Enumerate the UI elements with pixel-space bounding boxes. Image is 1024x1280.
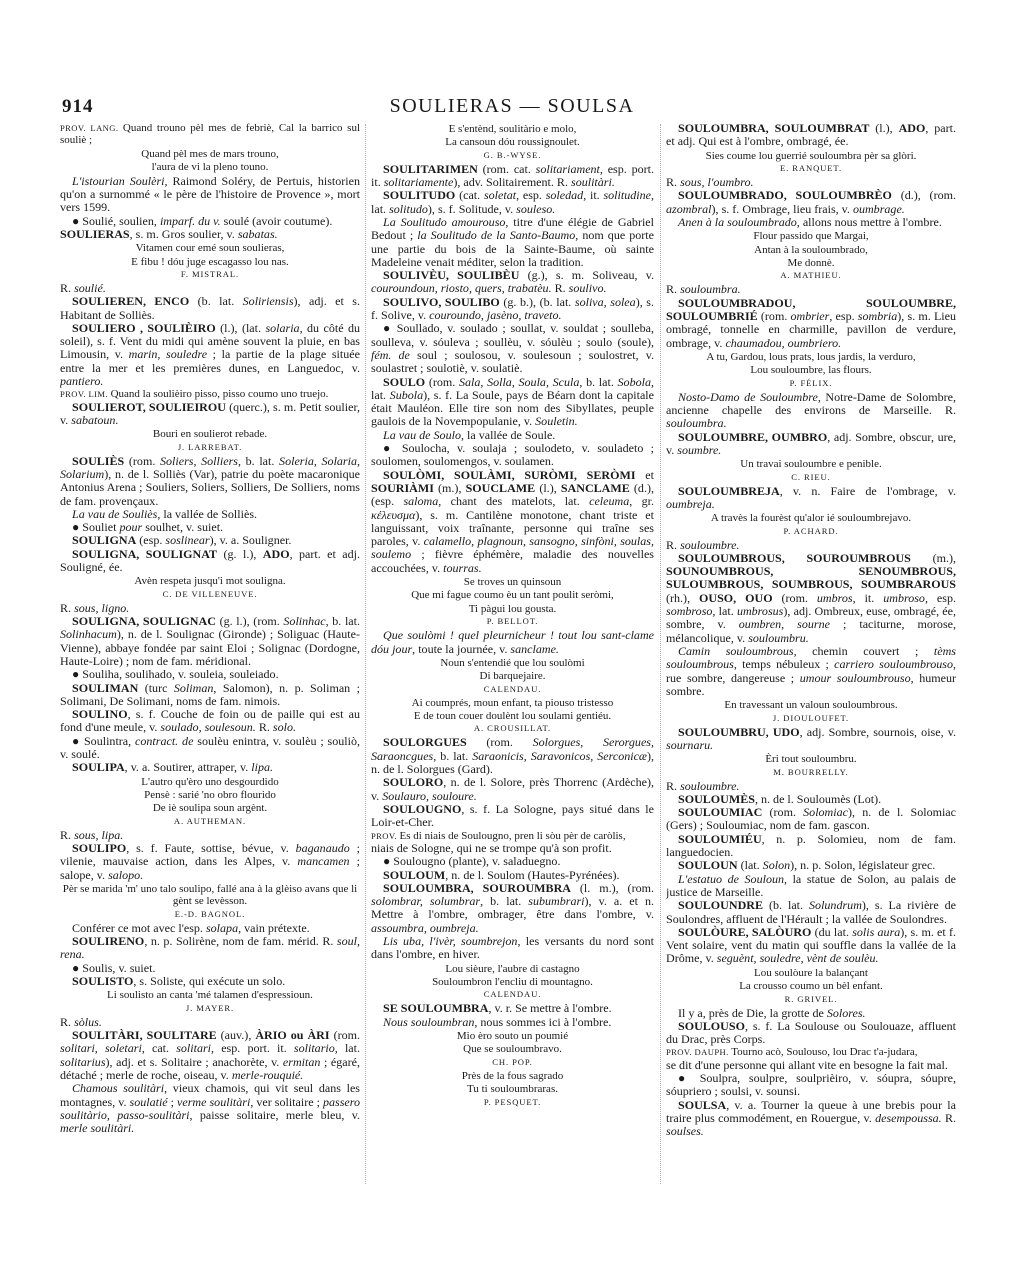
dictionary-entry: L'estatuo de Souloun, la statue de Solon, au palais de justice de Marseille. [666,871,956,899]
dictionary-entry: SOULOUM, n. de l. Soulom (Hautes-Pyrénées). [383,867,620,882]
dictionary-entry: ● Soulougno (plante), v. saladuegno. [383,854,561,869]
quote-author: CALENDAU. [483,683,542,694]
dictionary-line: niais de Sologne, qui ne se trompe qu'à son profit. [371,840,612,855]
dictionary-entry: SOULOUSO, s. f. La Soulouse ou Soulouaze, affluent du Drac, près Corps. [666,1018,956,1047]
quote-author: J. MAYER. [185,1002,235,1013]
verse-quote: A tu, Gardou, lous prats, lous jardis, la verduro, [706,350,916,363]
proverb-text: Es di niais de Soulougno, pren li sòu pèr de caròlis, [399,829,626,842]
page-number: 914 [62,96,94,117]
dictionary-entry: Nosto-Damo de Souloumbre, Notre-Dame de Solombre, ancienne chapelle des environs de Marseille. R. souloumbra. [666,389,956,431]
dictionary-entry: La vau de Souliès, la vallée de Solliès. [72,506,258,521]
dictionary-entry: Lis uba, l'ivèr, soumbrejon, les versants du nord sont dans l'ombre, en hiver. [371,934,654,962]
dictionary-entry: SOULIEROT, SOULIEIROU (querc.), s. m. Petit soulier, v. sabatoun. [60,399,360,427]
dictionary-entry: SOULOUMBREJA, v. n. Faire de l'ombrage, v. oumbreja. [666,483,956,511]
dictionary-entry: SOULITARIMEN (rom. cat. solitariament, esp. port. it. solitariamente), adv. Solitairement. R. soulitàri. [371,161,654,190]
dictionary-entry: SOULORO, n. de l. Solore, près Thorrenc (Ardèche), v. Soulauro, souloure. [371,775,654,803]
dictionary-entry: SOULITÀRI, SOULITARE (auv.), ÀRIO ou ÀRI (rom. solitari, soletari, cat. solitari, esp. port. it. solitario, lat. solitarius), adj. et s. Solitaire ; anachorète, v. ermitan ; égaré, détaché ; merle de roche, oiseau, v. merle-rouquié. [60,1028,360,1082]
dictionary-entry: SOULINO, s. f. Couche de foin ou de paille qui est au fond d'une meule, v. soulado, soulesoun. R. solo. [60,707,360,735]
dictionary-entry: SOULOUN (lat. Solon), n. p. Solon, législateur grec. [678,858,936,873]
verse-quote: Antan à la souloumbrado, [754,243,868,256]
verse-quote: Ti pàgui lou gousta. [468,602,557,615]
dictionary-entry: Conférer ce mot avec l'esp. solapa, vain prétexte. [72,920,310,935]
column-left [60,122,360,1202]
proverb-text: Quand trouno pèl mes de febriè, Cal la barrico sul souliè ; [60,122,360,147]
dictionary-entry: SE SOULOUMBRA, v. r. Se mettre à l'ombre. [383,1001,612,1016]
verse-quote: Se troves un quinsoun [463,576,562,589]
verse-quote: Que mi fague coumo èu un tant poulit seròmi, [411,589,614,602]
dictionary-entry: ● Soulié, soulien, imparf. du v. soulé (avoir coutume). [72,213,333,228]
quote-author: P. ACHARD. [783,525,839,536]
dictionary-entry: SOULOUMBRE, OUMBRO, adj. Sombre, obscur, ure, v. soumbre. [666,429,956,457]
verse-quote: Que se souloumbravo. [463,1043,562,1056]
dictionary-entry: Anen à la souloumbrado, allons nous mettre à l'ombre. [678,214,942,229]
dictionary-entry: ● Souliha, soulihado, v. souleia, souleiado. [72,667,279,682]
quote-author: P. BELLOT. [486,616,539,627]
quote-author: M. BOURRELLY. [773,766,849,777]
dictionary-entry: SOULOUMBRA, SOUROUMBRA (l. m.), (rom. solombrar, solumbrar, b. lat. subumbrari), v. a. et n. Mettre à l'ombre, ombrager, être dans l'ombre, v. assoumbra, oumbreja. [371,880,654,935]
verse-quote: Noun s'entendié que lou soulòmi [440,656,585,669]
dictionary-entry: SOULIÈS (rom. Soliers, Solliers, b. lat. Soleria, Solaria, Solarium), n. de l. Solliès (Var), patrie du poète macaronique Antonius Arena ; Souliers, Soliers, Solliers, De Solliers, noms de fam. provençaux. [60,453,360,508]
dictionary-line: R. sous, l'oumbro. [666,175,754,189]
dictionary-entry: SOULORGUES (rom. Solorgues, Serorgues, Saraoncgues, b. lat. Saraonicis, Saravonicos, Serconicæ), n. de l. Solorgues (Gard). [371,735,654,777]
dictionary-entry: La Soulitudo amourouso, titre d'une élégie de Gabriel Bedout ; la Soulitudo de la Santo-Baumo, nom que porte une partie du bois de la Sainte-Baume, où sainte Madeleine venait méditer, selon la tradition. [371,215,654,269]
dictionary-entry: ● Soulintra, contract. de soulèu enintra, v. soulèu ; souliò, v. soulé. [60,733,360,762]
column-divider [660,124,661,1184]
dictionary-entry: SOULOUMBRADOU, SOULOUMBRE, SOULOUMBRIÉ (rom. ombrier, esp. sombria), s. m. Lieu ombragé, tonnelle en charmille, pavillon de verdure, ombrage, v. chaumadou, oumbriero. [666,295,956,350]
dictionary-entry: SOULOUGNO, s. f. La Sologne, pays situé dans le Loir-et-Cher. [371,801,654,830]
verse-quote: Sies coume lou guerrié souloumbra pèr sa glòri. [705,149,917,162]
verse-quote: La cansoun dóu roussignoulet. [445,136,580,149]
verse-quote: Bouri en soulierot rebade. [152,428,268,441]
dictionary-line: se dit d'une personne qui allant vite en besogne la fait mal. [666,1057,948,1072]
dictionary-entry: SOULIERO , SOULIÈIRO (l.), (lat. solaria, du côté du soleil), s. f. Vent du midi qui amène souvent la pluie, en bas Limousin, v. marin, souledre ; la partie de la plage située entre la mer et les premières dunes, en Languedoc, v. pantiero. [60,320,360,388]
dictionary-line: R. souloumbre. [666,778,740,793]
dictionary-entry: SOULIPA, v. a. Soutirer, attraper, v. lipa. [72,760,274,775]
dictionary-entry: ● Soullado, v. soulado ; soullat, v. souldat ; soulleba, soulleva, v. sóuleva ; soullèu, v. sóulèu ; soulo (soule), fém. de soul ; soulosou, v. soulesoun ; soulostret, v. soulastret ; soulotiè, v. soulatiè. [371,321,654,376]
quote-author: P. PESQUET. [483,1096,542,1107]
dictionary-entry: SOULIGNA, SOULIGNAC (g. l.), (rom. Solinhac, b. lat. Solinhacum), n. de l. Soulignac (Gironde) ; Soliguac (Haute-Vienne), abbaye fondée par saint Eloi ; Solignac (Dordogne, Haute-Loire) ; nom de fam. méridional. [60,614,360,668]
dictionary-entry: SOULO (rom. Sala, Solla, Soula, Scula, b. lat. Sobola, lat. Subola), s. f. La Soule, pays de Béarn dont la capitale était Mauléon. Elle tire son nom des Sibyllates, peuple gaulois de la Novempopulanie, v. Souletin. [371,374,654,429]
dictionary-entry: SOULIEREN, ENCO (b. lat. Soliriensis), adj. et s. Habitant de Solliès. [60,294,360,322]
dictionary-entry: Que soulòmi ! quel pleurnicheur ! tout lou sant-clame dóu jour, toute la journée, v. sanclame. [371,628,654,656]
dictionary-entry: SOULÒMI, SOULÀMI, SURÒMI, SERÒMI et SOURIÀMI (m.), SOUCLAME (l.), SANCLAME (d.), (esp. saloma, chant des matelots, lat. celeuma, gr. κέλευσμα), s. m. Cantilène monotone, chant triste et languissant, voix traînante, personne qui traîne ses paroles, v. calamello, plagnoun, sansogno, sinfòni, soulas, soulemo ; fièvre éphémère, maladie des nouvelles accouchées, v. tourras. [371,467,654,575]
proverb-text: Tourno acò, Soulouso, lou Drac t'a-judara, [731,1046,918,1059]
verse-quote: l'aura de vi la pleno touno. [151,161,269,174]
quote-author: J. DIOULOUFET. [772,712,850,723]
dictionary-entry: SOULOUMBRADO, SOULOUMBRÈO (d.), (rom. azombral), s. f. Ombrage, lieu frais, v. oumbrage. [666,188,956,216]
dictionary-entry: SOULOUMIÉU, n. p. Solomieu, nom de fam. languedocien. [666,831,956,860]
verse-quote: Li soulisto an canta 'mé talamen d'espressioun. [107,989,313,1002]
verse-quote: Quand pèl mes de mars trouno, [141,147,279,160]
dictionary-entry: L'istourian Soulèri, Raimond Soléry, de Pertuis, historien qu'on a surnommé « le père de l'histoire de Provence », mort vers 1599. [60,173,360,215]
verse-quote: E fibu ! dóu juge escagasso lou nas. [131,255,289,268]
dictionary-line: SOULIERAS, s. m. Gros soulier, v. sabatas. [60,226,278,241]
verse-quote: Lou soulòure la balançant [754,966,868,979]
verse-quote: Un travai souloumbre e penible. [740,458,882,471]
dictionary-entry: SOULOUMIAC (rom. Solomiac), n. de l. Solomiac (Gers) ; Souloumiac, nom de fam. gascon. [666,805,956,833]
proverb-text: Quand la soulièiro pisso, pisso coumo uno truejo. [110,388,329,401]
dictionary-entry: La vau de Soulo, la vallée de Soule. [383,427,556,442]
dictionary-entry: SOULÒURE, SALÒURO (du lat. solis aura), s. m. et f. Vent solaire, vent du matin qui souffle dans la vallée de la Drôme, v. seguènt, souledre, vènt de soulèu. [666,924,956,966]
proverb-label: PROV. LIM. [60,389,111,400]
verse-quote: Pensè : sarié 'no obro flourido [144,789,276,802]
dictionary-entry: SOULOUMBRA, SOULOUMBRAT (l.), ADO, part. et adj. Qui est à l'ombre, ombragé, ée. [666,122,956,149]
verse-quote: A travès la fourèst qu'alor ié souloumbrejavo. [710,512,912,525]
dictionary-entry: Chamous soulitàri, vieux chamois, qui vit seul dans les montagnes, v. soulatié ; verme soulitàri, ver solitaire ; passero soulitàrio, passo-soulitàri, paisse solitaire, merle bleu, v. merle soulitàri. [60,1081,360,1136]
proverb-label: PROV. LANG. [60,123,123,133]
dictionary-entry: Il y a, près de Die, la grotte de Solores. [678,1005,866,1020]
dictionary-entry: SOULIGNA, SOULIGNAT (g. l.), ADO, part. et adj. Souligné, ée. [60,546,360,575]
quote-author: E. RANQUET. [779,163,842,173]
dictionary-entry: SOULIMAN (turc Soliman, Salomon), n. p. Soliman ; Solimani, De Solimani, noms de fam. nimois. [60,680,360,708]
quote-author: A. MATHIEU. [780,270,842,281]
verse-quote: Tu ti souloumbraras. [467,1083,558,1096]
verse-quote: Souloumbron l'encliu di mountagno. [432,976,593,989]
quote-author: P. FÉLIX. [789,377,833,388]
dictionary-line: R. sòlus. [60,1014,102,1029]
verse-quote: Mio èro souto un poumié [456,1030,569,1043]
verse-quote: Lou sièure, l'aubre di castagno [445,962,580,975]
dictionary-line: R. souloumbra. [666,282,741,297]
dictionary-entry: SOULIVÈU, SOULIBÈU (g.), s. m. Soliveau, v. couroundoun, riosto, quers, trabatèu. R. soulivo. [371,268,654,296]
verse-quote: E de toun couer doulènt lou soulami gentiéu. [413,710,612,723]
column-divider [365,124,366,1184]
dictionary-entry: SOULSA, v. a. Tourner la queue à une brebis pour la traire plus commodément, en Rouergue, v. desempoussa. R. soulses. [666,1097,956,1139]
dictionary-entry: ● Soulis, v. suiet. [72,960,156,975]
proverb-label: PROV. DAUPH. [666,1047,732,1058]
verse-quote: E s'entènd, soulitàrio e molo, [448,123,577,135]
quote-author: C. RIEU. [791,471,831,482]
verse-quote: Près de la fous sagrado [461,1069,564,1082]
proverb [666,1046,956,1058]
verse-quote: En travessant un valoun souloumbrous. [724,699,898,712]
verse-quote: Di barquejaire. [479,670,546,683]
dictionary-entry: SOULIGNA (esp. soslinear), v. a. Souligner. [72,533,292,548]
dictionary-line: R. sous, ligno. [60,600,130,615]
running-head: SOULIERAS — SOULSA [389,95,635,117]
dictionary-line: R. souloumbre. [666,537,740,552]
quote-author: C. DE VILLENEUVE. [162,588,258,599]
dictionary-entry: ● Soulpra, soulpre, soulprièiro, v. sóupra, sóupre, sóupriero ; soulsi, v. sounsi. [666,1071,956,1099]
verse-quote: Lou souloumbre, las flours. [750,364,872,377]
dictionary-entry: Camin souloumbrous, chemin couvert ; tèms souloumbrous, temps nébuleux ; carriero souloumbrouso, rue sombre, dangereuse ; umour souloumbrouso, humeur sombre. [666,643,956,698]
quote-author: J. LARREBAT. [177,441,243,452]
dictionary-entry: SOULOUMBRU, UDO, adj. Sombre, sournois, oise, v. sournaru. [666,724,956,752]
quote-author: G. B.-WYSE. [483,149,542,160]
verse-quote: Pèr se marida 'm' uno talo soulipo, fallé ana à la glèiso avans que li gènt se levèsson. [62,883,358,908]
quote-author: R. GRIVEL. [784,993,838,1004]
dictionary-line: R. soulié. [60,280,106,295]
dictionary-line: R. sous, lipa. [60,827,124,842]
dictionary-entry: SOULIVO, SOULIBO (g. b.), (b. lat. soliva, solea), s. f. Solive, v. couroundo, jasèno, traveto. [371,294,654,323]
dictionary-entry: SOULISTO, s. Soliste, qui exécute un solo. [72,974,286,989]
dictionary-entry: SOULIPO, s. f. Faute, sottise, bévue, v. baganaudo ; vilenie, mauvaise action, dans les Alpes, v. mancamen ; salope, v. salopo. [60,841,360,882]
dictionary-entry: ● Souliet pour soulhet, v. suiet. [72,520,224,535]
quote-author: A. CROUSILLAT. [473,723,552,734]
dictionary-entry: ● Soulocha, v. soulaja ; soulodeto, v. souladeto ; soulomen, soulomengos, v. soulamen. [371,441,654,469]
quote-author: A. AUTHEMAN. [173,815,247,826]
verse-quote: L'autro qu'èro uno desgourdido [141,775,279,788]
column-middle [371,122,654,1202]
proverb-label: PROV. [371,830,400,841]
quote-author: F. MISTRAL. [180,268,240,279]
dictionary-entry: SOULITUDO (cat. soletat, esp. soledad, it. solitudine, lat. solitudo), s. f. Solitude, v. souleso. [371,188,654,216]
verse-quote: Me donnè. [787,257,835,269]
verse-quote: Avèn respeta jusqu'i mot souligna. [134,575,286,588]
proverb [60,122,360,147]
quote-author: E.-D. BAGNOL. [174,908,246,919]
verse-quote: Èri tout souloumbru. [765,753,857,766]
verse-quote: De iè soulipa soun argènt. [152,802,268,815]
dictionary-entry: SOULIRENO, n. p. Solirène, nom de fam. mérid. R. soul, rena. [60,934,360,962]
dictionary-entry: SOULOUNDRE (b. lat. Solundrum), s. La rivière de Soulondres, affluent de l'Hérault ; la vallée de Soulondres. [666,898,956,926]
verse-quote: Vitamen cour emé soun soulieras, [135,242,285,255]
verse-quote: La crousso coumo un bèl enfant. [739,980,883,993]
dictionary-entry: Nous souloumbran, nous sommes ici à l'ombre. [383,1014,612,1029]
verse-quote: Flour passido que Margai, [753,230,869,243]
quote-author: CH. POP. [492,1056,533,1067]
quote-author: CALENDAU. [483,989,542,1000]
dictionary-entry: SOULOUMÈS, n. de l. Souloumès (Lot). [678,791,882,806]
column-right [666,122,956,1202]
dictionary-entry: SOULOUMBROUS, SOUROUMBROUS (m.), SOUNOUMBROUS, SENOUMBROUS, SULOUMBROUS, SOUMBROUS, SOUMBRAROUS (rh.), OUSO, OUO (rom. umbros, it. umbroso, esp. sombroso, lat. umbrosus), adj. Ombreux, euse, ombragé, ée, sombre, v. oumbren, sourne ; taciturne, morose, mélancolique, v. souloumbru. [666,550,956,645]
verse-quote: Ai coumprés, moun enfant, ta piouso tristesso [411,696,614,709]
